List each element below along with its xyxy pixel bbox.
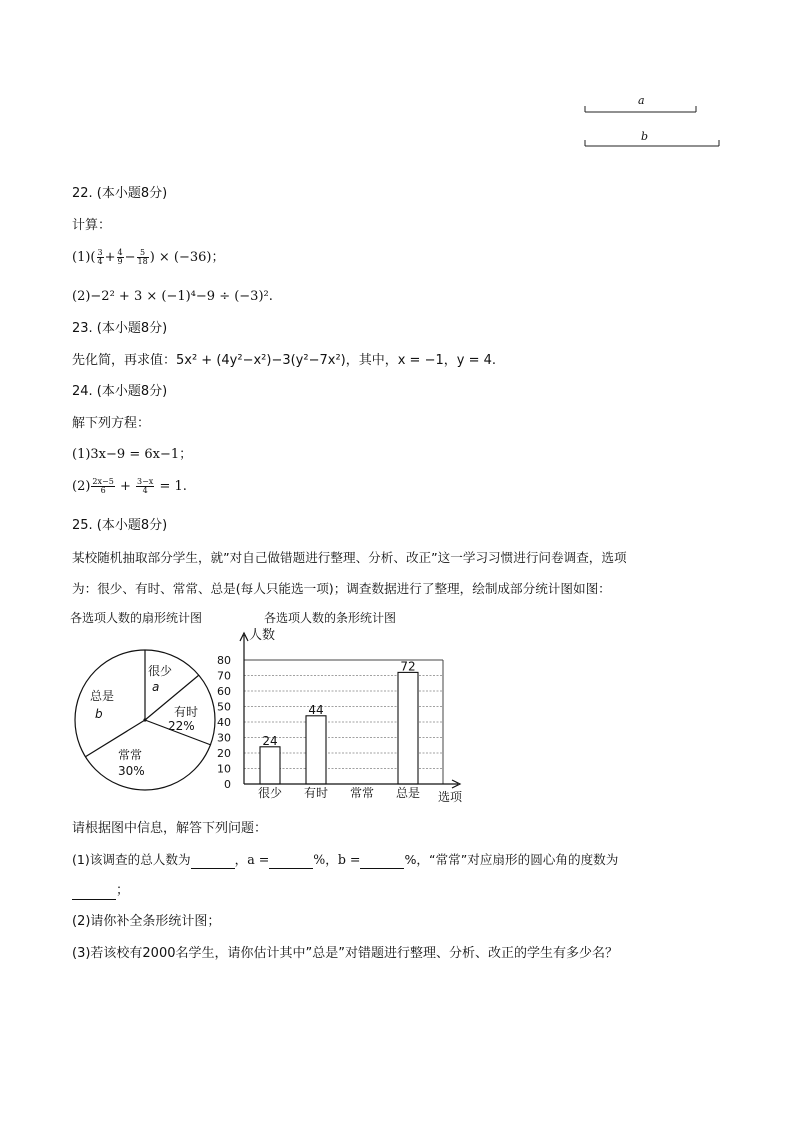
y-axis-label: 人数 — [249, 628, 276, 643]
y-tick-label: 50 — [217, 700, 231, 714]
fraction: $\frac{4}{9}$ — [117, 248, 123, 266]
y-tick-label: 80 — [217, 654, 231, 667]
q25-ask: 请根据图中信息，解答下列问题： — [72, 821, 268, 836]
y-tick-label: 0 — [224, 778, 231, 791]
q23-text: 先化简，再求值：5x² + (4y²−x²)−3(y²−7x²)，其中，x = −1，y = 4. — [72, 353, 496, 368]
q23-title: 23. (本小题8分) — [72, 321, 168, 336]
fraction: $\frac{5}{18}$ — [137, 248, 148, 266]
y-tick-label: 70 — [217, 669, 231, 683]
pie-value-henshao: a — [152, 680, 160, 694]
bar-value-label: 44 — [308, 702, 324, 717]
bar-title: 各选项人数的条形统计图 — [264, 611, 397, 625]
bar-value-label: 24 — [262, 733, 278, 748]
bar-chart — [217, 627, 463, 804]
answer-blank-angle[interactable] — [72, 885, 116, 900]
y-tick-label: 20 — [217, 747, 231, 760]
fraction: $\frac{2x-5}{6}$ — [92, 477, 114, 495]
pie-label-henshao: 很少 — [148, 664, 173, 678]
fraction: $\frac{3-x}{4}$ — [137, 477, 154, 495]
charts-figure — [60, 605, 490, 810]
pie-label-changchang: 常常 — [118, 748, 143, 762]
q22-title: 22. (本小题8分) — [72, 186, 168, 201]
q24-part2: (2) $\frac{2x-5}{6}$ + $\frac{3-x}{4}$ = 1. — [72, 477, 187, 495]
q25-title: 25. (本小题8分) — [72, 518, 168, 533]
q25-sub2: (2)请你补全条形统计图； — [72, 914, 221, 929]
q22-part1: (1)( $\frac{3}{4}$ + $\frac{4}{9}$ − $\frac{5}{18}$ ) × (−36)； — [72, 248, 225, 266]
answer-blank-b[interactable] — [360, 854, 404, 869]
y-tick-label: 10 — [217, 762, 231, 776]
segment-diagram — [578, 92, 728, 152]
q25-sub3: (3)若该校有2000名学生，请你估计其中”总是”对错题进行整理、分析、改正的学生有多少名？ — [72, 946, 618, 961]
x-tick-label: 有时 — [303, 786, 329, 800]
answer-blank-total[interactable] — [191, 854, 235, 869]
answer-blank-a[interactable] — [269, 854, 313, 869]
q25-sub1-cont: ； — [72, 882, 129, 900]
q22-prompt: 计算： — [72, 218, 112, 233]
pie-value-changchang: 30% — [118, 764, 145, 778]
q25-intro-1: 某校随机抽取部分学生，就”对自己做错题进行整理、分析、改正”这一学习习惯进行问卷调查，选项 — [72, 550, 627, 565]
q24-title: 24. (本小题8分) — [72, 384, 168, 399]
pie-title: 各选项人数的扇形统计图 — [70, 611, 203, 625]
pie-center — [143, 718, 146, 721]
fraction: $\frac{3}{4}$ — [97, 248, 103, 266]
pie-chart — [75, 650, 215, 790]
bar-value-label: 72 — [400, 659, 416, 674]
pie-label-youshi: 有时 — [174, 705, 199, 719]
bar-总是 — [398, 672, 418, 784]
pie-value-youshi: 22% — [168, 719, 195, 733]
y-tick-label: 60 — [217, 685, 231, 698]
q24-part1: (1)3x−9 = 6x−1； — [72, 447, 193, 462]
q22-part2: (2)−2² + 3 × (−1)⁴−9 ÷ (−3)². — [72, 289, 273, 304]
bar-有时 — [306, 716, 326, 784]
x-tick-label: 总是 — [395, 786, 421, 800]
q25-intro-2: 为：很少、有时、常常、总是(每人只能选一项)；调查数据进行了整理，绘制成部分统计图如图： — [72, 581, 611, 596]
pie-label-zongshi: 总是 — [90, 689, 115, 703]
q24-prompt: 解下列方程： — [72, 416, 151, 431]
y-tick-label: 40 — [217, 716, 231, 729]
bar-很少 — [260, 747, 280, 784]
x-tick-label: 常常 — [349, 786, 375, 800]
y-tick-label: 30 — [217, 731, 231, 745]
x-axis-label: 选项 — [438, 790, 463, 804]
x-tick-label: 很少 — [257, 786, 283, 800]
pie-value-zongshi: b — [95, 707, 103, 721]
segment-b-label: b — [641, 130, 649, 143]
q25-sub1: (1)该调查的总人数为 ，a = %，b = %，“常常”对应扇形的圆心角的度数为 — [72, 852, 619, 867]
segment-a-label: a — [638, 94, 645, 107]
